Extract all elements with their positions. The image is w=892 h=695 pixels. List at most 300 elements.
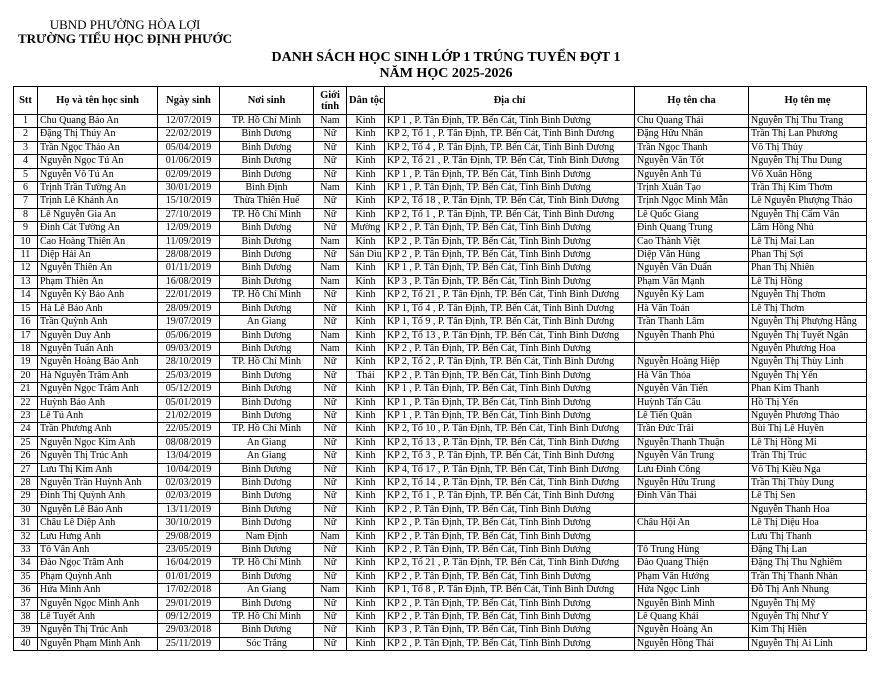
father-cell — [635, 530, 749, 543]
gender-cell: Nữ — [314, 383, 347, 396]
gender-cell: Nam — [314, 182, 347, 195]
father-cell: Lê Quốc Giang — [635, 208, 749, 221]
birthplace-cell: An Giang — [220, 584, 314, 597]
birthplace-cell: TP. Hồ Chí Minh — [220, 557, 314, 570]
birthplace-cell: Bình Dương — [220, 128, 314, 141]
mother-cell: Trần Thị Thanh Nhàn — [749, 570, 867, 583]
birthplace-cell: Bình Dương — [220, 624, 314, 637]
name-cell: Nguyễn Thị Trúc Anh — [38, 450, 158, 463]
stt-cell: 29 — [14, 490, 38, 503]
mother-cell: Lê Thị Mai Lan — [749, 235, 867, 248]
father-cell: Phạm Văn Mạnh — [635, 275, 749, 288]
ethnicity-cell: Kinh — [347, 503, 385, 516]
name-cell: Hà Lê Bảo Anh — [38, 302, 158, 315]
father-cell: Nguyễn Hoàng Ân — [635, 624, 749, 637]
mother-cell: Lâm Hồng Nhủ — [749, 222, 867, 235]
gender-cell: Nữ — [314, 517, 347, 530]
ethnicity-cell: Kinh — [347, 450, 385, 463]
table-row — [14, 557, 867, 570]
address-cell: KP 2 , P. Tân Định, TP. Bến Cát, Tỉnh Bình Dương — [385, 342, 635, 355]
stt-cell: 36 — [14, 584, 38, 597]
birthplace-cell: Bình Dương — [220, 302, 314, 315]
father-cell: Đinh Văn Thái — [635, 490, 749, 503]
birthplace-cell: Bình Dương — [220, 275, 314, 288]
ethnicity-cell: Kinh — [347, 329, 385, 342]
father-cell: Chu Quang Thái — [635, 115, 749, 128]
father-cell: Trịnh Xuân Tạo — [635, 182, 749, 195]
name-cell: Châu Lê Diệp Anh — [38, 517, 158, 530]
address-cell: KP 2 , P. Tân Định, TP. Bến Cát, Tỉnh Bình Dương — [385, 530, 635, 543]
name-cell: Phạm Quỳnh Anh — [38, 570, 158, 583]
gender-cell: Nữ — [314, 302, 347, 315]
mother-cell: Phan Kim Thanh — [749, 383, 867, 396]
name-cell: Trịnh Trần Tường An — [38, 182, 158, 195]
ethnicity-cell: Kinh — [347, 168, 385, 181]
birthplace-cell: An Giang — [220, 450, 314, 463]
birthplace-cell: Bình Dương — [220, 597, 314, 610]
ethnicity-cell: Kinh — [347, 208, 385, 221]
address-cell: KP 2 , P. Tân Định, TP. Bến Cát, Tỉnh Bình Dương — [385, 369, 635, 382]
mother-cell: Bùi Thị Lê Huyền — [749, 423, 867, 436]
table-row — [14, 476, 867, 489]
address-cell: KP 3 , P. Tân Định, TP. Bến Cát, Tỉnh Bình Dương — [385, 275, 635, 288]
mother-cell: Trần Thị Trúc — [749, 450, 867, 463]
birthplace-cell: An Giang — [220, 316, 314, 329]
gender-cell: Nữ — [314, 141, 347, 154]
birthplace-cell: Sóc Trăng — [220, 637, 314, 650]
table-row — [14, 249, 867, 262]
name-cell: Trịnh Lê Khánh An — [38, 195, 158, 208]
dob-cell: 05/06/2019 — [158, 329, 220, 342]
name-cell: Lê Tuyết Anh — [38, 611, 158, 624]
address-cell: KP 2 , P. Tân Định, TP. Bến Cát, Tỉnh Bình Dương — [385, 611, 635, 624]
table-row — [14, 450, 867, 463]
birthplace-cell: TP. Hồ Chí Minh — [220, 208, 314, 221]
mother-cell: Nguyễn Thị Thơm — [749, 289, 867, 302]
name-cell: Nguyễn Tuấn Anh — [38, 342, 158, 355]
father-cell: Huỳnh Tấn Câu — [635, 396, 749, 409]
table-row — [14, 584, 867, 597]
col-header-ethnicity: Dân tộc — [347, 87, 385, 115]
mother-cell: Nguyễn Thị Yến — [749, 369, 867, 382]
gender-cell: Nữ — [314, 208, 347, 221]
table-row — [14, 235, 867, 248]
address-cell: KP 2, Tổ 10 , P. Tân Định, TP. Bến Cát, Tỉnh Bình Dương — [385, 423, 635, 436]
dob-cell: 29/08/2019 — [158, 530, 220, 543]
address-cell: KP 1 , P. Tân Định, TP. Bến Cát, Tỉnh Bình Dương — [385, 409, 635, 422]
dob-cell: 12/09/2019 — [158, 222, 220, 235]
ethnicity-cell: Thái — [347, 369, 385, 382]
birthplace-cell: Bình Dương — [220, 396, 314, 409]
dob-cell: 16/08/2019 — [158, 275, 220, 288]
gender-cell: Nữ — [314, 289, 347, 302]
address-cell: KP 3 , P. Tân Định, TP. Bến Cát, Tỉnh Bình Dương — [385, 624, 635, 637]
gender-cell: Nữ — [314, 624, 347, 637]
name-cell: Lưu Hưng Anh — [38, 530, 158, 543]
mother-cell: Nguyễn Thanh Hoa — [749, 503, 867, 516]
dob-cell: 13/11/2019 — [158, 503, 220, 516]
table-row — [14, 597, 867, 610]
gender-cell: Nữ — [314, 409, 347, 422]
table-row — [14, 517, 867, 530]
mother-cell: Trần Thị Kim Thơm — [749, 182, 867, 195]
mother-cell: Nguyễn Thị Cẩm Vân — [749, 208, 867, 221]
stt-cell: 14 — [14, 289, 38, 302]
dob-cell: 10/04/2019 — [158, 463, 220, 476]
dob-cell: 01/11/2019 — [158, 262, 220, 275]
father-cell: Trịnh Ngọc Minh Mẫn — [635, 195, 749, 208]
father-cell: Lưu Đình Công — [635, 463, 749, 476]
stt-cell: 9 — [14, 222, 38, 235]
table-row — [14, 356, 867, 369]
dob-cell: 02/09/2019 — [158, 168, 220, 181]
name-cell: Nguyễn Ngọc Tú An — [38, 155, 158, 168]
birthplace-cell: TP. Hồ Chí Minh — [220, 356, 314, 369]
mother-cell: Lưu Thị Thanh — [749, 530, 867, 543]
stt-cell: 35 — [14, 570, 38, 583]
stt-cell: 31 — [14, 517, 38, 530]
dob-cell: 05/12/2019 — [158, 383, 220, 396]
dob-cell: 30/10/2019 — [158, 517, 220, 530]
ethnicity-cell: Kinh — [347, 342, 385, 355]
ethnicity-cell: Kinh — [347, 637, 385, 650]
stt-cell: 21 — [14, 383, 38, 396]
table-row — [14, 369, 867, 382]
col-header-mother: Họ tên mẹ — [749, 87, 867, 115]
table-row — [14, 463, 867, 476]
dob-cell: 27/10/2019 — [158, 208, 220, 221]
name-cell: Trần Ngọc Thảo An — [38, 141, 158, 154]
father-cell: Tô Trung Hùng — [635, 544, 749, 557]
ethnicity-cell: Kinh — [347, 155, 385, 168]
name-cell: Đào Ngọc Trâm Anh — [38, 557, 158, 570]
stt-cell: 5 — [14, 168, 38, 181]
document-title: DANH SÁCH HỌC SINH LỚP 1 TRÚNG TUYỂN ĐỢT 1 — [271, 50, 621, 65]
mother-cell: Lê Thị Hồng Mỉ — [749, 436, 867, 449]
school-name: TRƯỜNG TIỂU HỌC ĐỊNH PHƯỚC — [17, 31, 233, 46]
ethnicity-cell: Kinh — [347, 624, 385, 637]
stt-cell: 12 — [14, 262, 38, 275]
ethnicity-cell: Kinh — [347, 409, 385, 422]
ethnicity-cell: Kinh — [347, 182, 385, 195]
mother-cell: Nguyễn Phương Hoa — [749, 342, 867, 355]
dob-cell: 28/10/2019 — [158, 356, 220, 369]
table-row — [14, 195, 867, 208]
dob-cell: 01/01/2019 — [158, 570, 220, 583]
name-cell: Nguyễn Phạm Minh Anh — [38, 637, 158, 650]
dob-cell: 22/02/2019 — [158, 128, 220, 141]
ethnicity-cell: Kinh — [347, 597, 385, 610]
dob-cell: 01/06/2019 — [158, 155, 220, 168]
dob-cell: 15/10/2019 — [158, 195, 220, 208]
gender-cell: Nam — [314, 329, 347, 342]
col-header-dob: Ngày sinh — [158, 87, 220, 115]
dob-cell: 09/12/2019 — [158, 611, 220, 624]
name-cell: Hứa Minh Anh — [38, 584, 158, 597]
address-cell: KP 2, Tổ 3 , P. Tân Định, TP. Bến Cát, Tỉnh Bình Dương — [385, 450, 635, 463]
address-cell: KP 1, Tổ 4 , P. Tân Định, TP. Bến Cát, Tỉnh Bình Dương — [385, 302, 635, 315]
mother-cell: Đặng Thị Thu Nghiêm — [749, 557, 867, 570]
ethnicity-cell: Kinh — [347, 584, 385, 597]
ethnicity-cell: Kinh — [347, 289, 385, 302]
ethnicity-cell: Kinh — [347, 463, 385, 476]
ethnicity-cell: Kinh — [347, 195, 385, 208]
father-cell: Đinh Quang Trung — [635, 222, 749, 235]
gender-cell: Nam — [314, 275, 347, 288]
stt-cell: 23 — [14, 409, 38, 422]
address-cell: KP 1 , P. Tân Định, TP. Bến Cát, Tỉnh Bình Dương — [385, 262, 635, 275]
mother-cell: Phan Thị Nhiên — [749, 262, 867, 275]
table-row — [14, 115, 867, 128]
dob-cell: 13/04/2019 — [158, 450, 220, 463]
name-cell: Đặng Thị Thúy An — [38, 128, 158, 141]
birthplace-cell: Bình Dương — [220, 409, 314, 422]
name-cell: Huỳnh Bảo Anh — [38, 396, 158, 409]
table-row — [14, 289, 867, 302]
address-cell: KP 2, Tổ 21 , P. Tân Định, TP. Bến Cát, Tỉnh Bình Dương — [385, 289, 635, 302]
name-cell: Nguyễn Thị Trúc Anh — [38, 624, 158, 637]
stt-cell: 2 — [14, 128, 38, 141]
dob-cell: 05/04/2019 — [158, 141, 220, 154]
address-cell: KP 1 , P. Tân Định, TP. Bến Cát, Tỉnh Bình Dương — [385, 383, 635, 396]
birthplace-cell: Bình Dương — [220, 155, 314, 168]
stt-cell: 30 — [14, 503, 38, 516]
table-row — [14, 544, 867, 557]
dob-cell: 21/02/2019 — [158, 409, 220, 422]
dob-cell: 16/04/2019 — [158, 557, 220, 570]
stt-cell: 15 — [14, 302, 38, 315]
birthplace-cell: Bình Dương — [220, 570, 314, 583]
org-name-line1: UBND PHƯỜNG HÒA LỢI — [49, 17, 201, 32]
table-row — [14, 208, 867, 221]
col-header-stt: Stt — [14, 87, 38, 115]
stt-cell: 11 — [14, 249, 38, 262]
birthplace-cell: Bình Dương — [220, 369, 314, 382]
father-cell: Nguyễn Thanh Thuận — [635, 436, 749, 449]
mother-cell: Nguyễn Thị Mỹ — [749, 597, 867, 610]
table-row — [14, 409, 867, 422]
stt-cell: 24 — [14, 423, 38, 436]
address-cell: KP 2, Tổ 13 , P. Tân Định, TP. Bến Cát, Tỉnh Bình Dương — [385, 436, 635, 449]
table-row — [14, 530, 867, 543]
gender-cell: Nam — [314, 115, 347, 128]
col-header-father: Họ tên cha — [635, 87, 749, 115]
name-cell: Nguyễn Võ Tú An — [38, 168, 158, 181]
address-cell: KP 2 , P. Tân Định, TP. Bến Cát, Tỉnh Bình Dương — [385, 570, 635, 583]
father-cell: Lê Quang Khải — [635, 611, 749, 624]
mother-cell: Hồ Thị Yến — [749, 396, 867, 409]
father-cell: Cao Thành Việt — [635, 235, 749, 248]
dob-cell: 09/03/2019 — [158, 342, 220, 355]
address-cell: KP 2, Tổ 4 , P. Tân Định, TP. Bến Cát, Tỉnh Bình Dương — [385, 141, 635, 154]
birthplace-cell: Bình Dương — [220, 490, 314, 503]
stt-cell: 17 — [14, 329, 38, 342]
dob-cell: 12/07/2019 — [158, 115, 220, 128]
table-row — [14, 490, 867, 503]
table-row — [14, 155, 867, 168]
mother-cell: Nguyễn Thị Thu Dung — [749, 155, 867, 168]
ethnicity-cell: Kinh — [347, 611, 385, 624]
mother-cell: Võ Thị Thủy — [749, 141, 867, 154]
name-cell: Nguyễn Kỳ Bảo Anh — [38, 289, 158, 302]
address-cell: KP 2 , P. Tân Định, TP. Bến Cát, Tỉnh Bình Dương — [385, 222, 635, 235]
address-cell: KP 2, Tổ 2 , P. Tân Định, TP. Bến Cát, Tỉnh Bình Dương — [385, 356, 635, 369]
address-cell: KP 2, Tổ 14 , P. Tân Định, TP. Bến Cát, Tỉnh Bình Dương — [385, 476, 635, 489]
ethnicity-cell: Kinh — [347, 423, 385, 436]
table-row — [14, 423, 867, 436]
father-cell: Diệp Văn Hùng — [635, 249, 749, 262]
address-cell: KP 2 , P. Tân Định, TP. Bến Cát, Tỉnh Bình Dương — [385, 503, 635, 516]
address-cell: KP 2 , P. Tân Định, TP. Bến Cát, Tỉnh Bình Dương — [385, 235, 635, 248]
birthplace-cell: Thừa Thiên Huế — [220, 195, 314, 208]
stt-cell: 18 — [14, 342, 38, 355]
dob-cell: 29/01/2019 — [158, 597, 220, 610]
father-cell: Hà Văn Toản — [635, 302, 749, 315]
father-cell: Nguyễn Văn Trung — [635, 450, 749, 463]
table-row — [14, 262, 867, 275]
birthplace-cell: TP. Hồ Chí Minh — [220, 289, 314, 302]
ethnicity-cell: Kinh — [347, 316, 385, 329]
dob-cell: 22/05/2019 — [158, 423, 220, 436]
mother-cell: Nguyễn Thị Như Ý — [749, 611, 867, 624]
address-cell: KP 2, Tổ 1 , P. Tân Định, TP. Bến Cát, Tỉnh Bình Dương — [385, 128, 635, 141]
stt-cell: 20 — [14, 369, 38, 382]
name-cell: Trần Quỳnh Anh — [38, 316, 158, 329]
table-row — [14, 168, 867, 181]
address-cell: KP 2, Tổ 21 , P. Tân Định, TP. Bến Cát, Tỉnh Bình Dương — [385, 557, 635, 570]
name-cell: Cao Hoàng Thiên An — [38, 235, 158, 248]
father-cell: Trần Ngọc Thanh — [635, 141, 749, 154]
stt-cell: 33 — [14, 544, 38, 557]
mother-cell: Nguyễn Thị Thùy Linh — [749, 356, 867, 369]
table-row — [14, 396, 867, 409]
table-row — [14, 637, 867, 650]
table-row — [14, 128, 867, 141]
father-cell: Đặng Hữu Nhân — [635, 128, 749, 141]
gender-cell: Nữ — [314, 570, 347, 583]
name-cell: Tô Vân Anh — [38, 544, 158, 557]
gender-cell: Nữ — [314, 450, 347, 463]
birthplace-cell: Bình Dương — [220, 235, 314, 248]
stt-cell: 22 — [14, 396, 38, 409]
mother-cell: Lê Nguyễn Phượng Thảo — [749, 195, 867, 208]
address-cell: KP 2, Tổ 1 , P. Tân Định, TP. Bến Cát, Tỉnh Bình Dương — [385, 490, 635, 503]
father-cell: Nguyễn Văn Tiến — [635, 383, 749, 396]
birthplace-cell: TP. Hồ Chí Minh — [220, 611, 314, 624]
gender-cell: Nữ — [314, 222, 347, 235]
birthplace-cell: An Giang — [220, 436, 314, 449]
address-cell: KP 1, Tổ 9 , P. Tân Định, TP. Bến Cát, Tỉnh Bình Dương — [385, 316, 635, 329]
address-cell: KP 2 , P. Tân Định, TP. Bến Cát, Tỉnh Bình Dương — [385, 544, 635, 557]
dob-cell: 28/08/2019 — [158, 249, 220, 262]
father-cell — [635, 503, 749, 516]
father-cell: Hứa Ngọc Linh — [635, 584, 749, 597]
dob-cell: 19/07/2019 — [158, 316, 220, 329]
father-cell: Nguyễn Hồng Thái — [635, 637, 749, 650]
mother-cell: Trần Thị Lan Phương — [749, 128, 867, 141]
stt-cell: 7 — [14, 195, 38, 208]
father-cell: Đào Quang Thiện — [635, 557, 749, 570]
table-row — [14, 342, 867, 355]
father-cell: Trần Thanh Lâm — [635, 316, 749, 329]
father-cell: Nguyễn Hữu Trung — [635, 476, 749, 489]
address-cell: KP 2, Tổ 1 , P. Tân Định, TP. Bến Cát, Tỉnh Bình Dương — [385, 208, 635, 221]
address-cell: KP 1, Tổ 8 , P. Tân Định, TP. Bến Cát, Tỉnh Bình Dương — [385, 584, 635, 597]
name-cell: Đinh Thị Quỳnh Anh — [38, 490, 158, 503]
father-cell: Nguyễn Hoàng Hiệp — [635, 356, 749, 369]
address-cell: KP 2 , P. Tân Định, TP. Bến Cát, Tỉnh Bình Dương — [385, 637, 635, 650]
father-cell: Trần Đức Trãi — [635, 423, 749, 436]
name-cell: Nguyễn Hoàng Bảo Anh — [38, 356, 158, 369]
mother-cell: Nguyễn Phương Thảo — [749, 409, 867, 422]
birthplace-cell: Nam Định — [220, 530, 314, 543]
father-cell: Nguyễn Bình Minh — [635, 597, 749, 610]
gender-cell: Nữ — [314, 597, 347, 610]
father-cell — [635, 342, 749, 355]
table-header-row — [14, 87, 867, 115]
dob-cell: 25/03/2019 — [158, 369, 220, 382]
birthplace-cell: Bình Dương — [220, 476, 314, 489]
ethnicity-cell: Sán Dìu — [347, 249, 385, 262]
ethnicity-cell: Kinh — [347, 115, 385, 128]
ethnicity-cell: Kinh — [347, 302, 385, 315]
birthplace-cell: Bình Dương — [220, 249, 314, 262]
stt-cell: 4 — [14, 155, 38, 168]
birthplace-cell: Bình Dương — [220, 329, 314, 342]
stt-cell: 10 — [14, 235, 38, 248]
table-row — [14, 436, 867, 449]
birthplace-cell: Bình Dương — [220, 503, 314, 516]
dob-cell: 23/05/2019 — [158, 544, 220, 557]
stt-cell: 3 — [14, 141, 38, 154]
mother-cell: Nguyễn Thị Phượng Hằng — [749, 316, 867, 329]
stt-cell: 27 — [14, 463, 38, 476]
table-row — [14, 329, 867, 342]
gender-cell: Nữ — [314, 544, 347, 557]
address-cell: KP 2, Tổ 13 , P. Tân Định, TP. Bến Cát, Tỉnh Bình Dương — [385, 329, 635, 342]
name-cell: Chu Quang Bảo An — [38, 115, 158, 128]
stt-cell: 19 — [14, 356, 38, 369]
dob-cell: 05/01/2019 — [158, 396, 220, 409]
stt-cell: 26 — [14, 450, 38, 463]
mother-cell: Đỗ Thị Ánh Nhung — [749, 584, 867, 597]
gender-cell: Nam — [314, 262, 347, 275]
father-cell: Phạm Văn Hướng — [635, 570, 749, 583]
dob-cell: 02/03/2019 — [158, 476, 220, 489]
address-cell: KP 2 , P. Tân Định, TP. Bến Cát, Tỉnh Bình Dương — [385, 597, 635, 610]
address-cell: KP 2, Tổ 21 , P. Tân Định, TP. Bến Cát, Tỉnh Bình Dương — [385, 155, 635, 168]
mother-cell: Lê Thị Thơm — [749, 302, 867, 315]
gender-cell: Nam — [314, 342, 347, 355]
col-header-address: Địa chỉ — [385, 87, 635, 115]
table-row — [14, 611, 867, 624]
birthplace-cell: Bình Dương — [220, 463, 314, 476]
ethnicity-cell: Kinh — [347, 396, 385, 409]
dob-cell: 08/08/2019 — [158, 436, 220, 449]
ethnicity-cell: Kinh — [347, 436, 385, 449]
ethnicity-cell: Kinh — [347, 262, 385, 275]
dob-cell: 28/09/2019 — [158, 302, 220, 315]
gender-cell: Nam — [314, 584, 347, 597]
name-cell: Phạm Thiên Ân — [38, 275, 158, 288]
stt-cell: 38 — [14, 611, 38, 624]
stt-cell: 28 — [14, 476, 38, 489]
address-cell: KP 1 , P. Tân Định, TP. Bến Cát, Tỉnh Bình Dương — [385, 182, 635, 195]
gender-cell: Nữ — [314, 463, 347, 476]
table-row — [14, 182, 867, 195]
gender-cell: Nữ — [314, 436, 347, 449]
birthplace-cell: TP. Hồ Chí Minh — [220, 115, 314, 128]
